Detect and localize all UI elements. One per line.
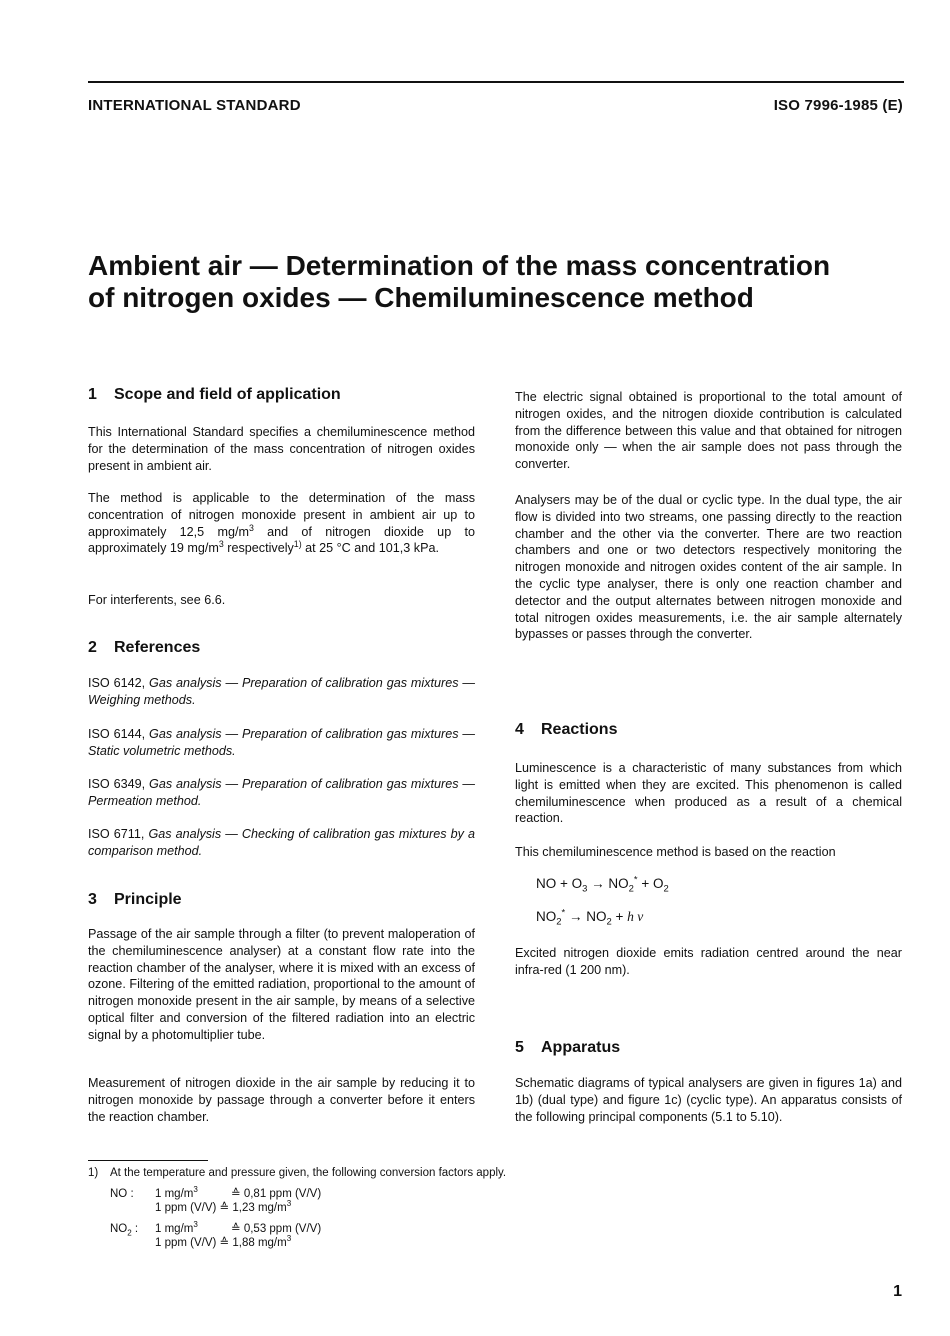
section-2-title: References — [114, 639, 201, 656]
title-line-1: Ambient air — Determination of the mass concentration — [88, 250, 831, 281]
footnote-no-label: NO : — [110, 1188, 134, 1200]
document-title — [88, 250, 918, 314]
header-rule — [88, 81, 904, 83]
title-line-2: of nitrogen oxides — Chemiluminescence method — [88, 282, 754, 313]
section-2-number: 2 — [88, 639, 97, 656]
section-3-paragraph-2: Measurement of nitrogen dioxide in the air sample by reducing it to nitrogen monoxide by passage through a converter before it enters the reaction chamber. — [88, 1076, 475, 1124]
section-1-heading — [88, 387, 341, 404]
footnote-rule — [88, 1160, 208, 1161]
header-standard-number: ISO 7996-1985 (E) — [773, 97, 903, 114]
section-3-paragraph-3: The electric signal obtained is proportional to the total amount of nitrogen oxides, and the nitrogen dioxide contribution is calculated from the difference between this value and that obtained for nitrogen monoxide only — when the air sample does not pass through the converter. — [515, 390, 902, 472]
section-1-paragraph-2: The method is applicable to the determination of the mass concentration of nitrogen monoxide present in ambient air up to approximately 12,5 $mg/m^3$ and of nitrogen dioxide up to approximately 19 $mg/m^3$ respectively$^{1)}$ at 25 °C and 101,3 kPa. — [88, 491, 475, 556]
footnote-row-1: 1 $mg/m^3$ — [155, 1185, 198, 1200]
page-number: 1 — [893, 1283, 902, 1300]
section-4-paragraph-3: Excited nitrogen dioxide emits radiation centred around the near infra-red (1 200 nm). — [515, 946, 902, 977]
section-3-paragraph-1: Passage of the air sample through a filter (to prevent maloperation of the chemiluminescence analyser) at a constant flow rate into the reaction chamber of the analyser, where it is mixed with an excess of ozone. Filtering of the emitted radiation, proportional to the amount of nitrogen monoxide present in the air sample, by means of a selective optical filter and conversion of the filtered radiation into an electric signal by a photomultiplier tube. — [88, 927, 475, 1042]
section-1-paragraph-1: This International Standard specifies a chemiluminescence method for the determination of the mass concentration of nitrogen oxides present in ambient air. — [88, 425, 475, 473]
footnote-row-3: 1 $mg/m^3$ — [155, 1220, 198, 1235]
section-4-number: 4 — [515, 721, 524, 738]
section-1-number: 1 — [88, 386, 97, 403]
section-4-paragraph-1: Luminescence is a characteristic of many substances from which light is emitted when they are excited. This phenomenon is called chemiluminescence when produced as a result of a chemical reaction. — [515, 761, 902, 826]
footnote-row-3-value: ≙ 0,53 ppm (V/V) — [231, 1223, 322, 1235]
section-3-heading — [88, 892, 182, 909]
section-3-paragraph-4: Analysers may be of the dual or cyclic type. In the dual type, the air flow is divided into two streams, one passing directly to the reaction chamber and the other via the converter. There are two reaction chambers and one or two detectors respectively monitoring the nitrogen monoxide and nitrogen oxides content of the air sample. In the cyclic type analyser, there is only one reaction chamber and detector and the output alternates between nitrogen monoxide and total nitrogen oxides measurements, i.e. the air sample alternately bypasses or passes through the converter. — [515, 493, 902, 642]
section-5-number: 5 — [515, 1039, 524, 1056]
section-3-number: 3 — [88, 891, 97, 908]
footnote-reference: 1) — [293, 539, 302, 550]
section-5-title: Apparatus — [541, 1039, 621, 1056]
section-1-title: Scope and field of application — [114, 386, 341, 403]
section-2-heading — [88, 640, 200, 657]
section-4-heading — [515, 722, 617, 739]
reference-item: ISO 6142, Gas analysis — Preparation of calibration gas mixtures — Weighing methods. — [88, 676, 475, 707]
reference-item: ISO 6144, Gas analysis — Preparation of calibration gas mixtures — Static volumetric methods. — [88, 727, 475, 758]
footnote-row-4: 1 ppm (V/V) ≙ 1,88 $mg/m^3$ — [155, 1234, 292, 1249]
reference-item: ISO 6711, Gas analysis — Checking of calibration gas mixtures by a comparison method. — [88, 827, 475, 858]
section-3-title: Principle — [114, 891, 182, 908]
footnote-no2-label: $NO_2$ : — [110, 1223, 139, 1238]
reaction-equation-1: NO + $O_3 \to NO_2^* + O_2$ — [536, 874, 669, 895]
reference-item: ISO 6349, Gas analysis — Preparation of calibration gas mixtures — Permeation method. — [88, 777, 475, 808]
section-4-paragraph-2: This chemiluminescence method is based on the reaction — [515, 845, 836, 859]
footnote-row-1-value: ≙ 0,81 ppm (V/V) — [231, 1188, 322, 1200]
footnote-intro: 1) At the temperature and pressure given, the following conversion factors apply. — [88, 1167, 507, 1179]
section-4-title: Reactions — [541, 721, 618, 738]
footnote-row-2: 1 ppm (V/V) ≙ 1,23 $mg/m^3$ — [155, 1199, 292, 1214]
section-5-heading — [515, 1040, 620, 1057]
section-1-paragraph-3: For interferents, see 6.6. — [88, 593, 226, 607]
reaction-equation-2: $NO_2^* \to NO_2 + h$ v — [536, 907, 644, 928]
header-standard-type: INTERNATIONAL STANDARD — [88, 97, 301, 114]
section-5-paragraph-1: Schematic diagrams of typical analysers are given in figures 1a) and 1b) (dual type) and figure 1c) (cyclic type). An apparatus consists of the following principal components (5.1 to 5.10). — [515, 1076, 902, 1124]
